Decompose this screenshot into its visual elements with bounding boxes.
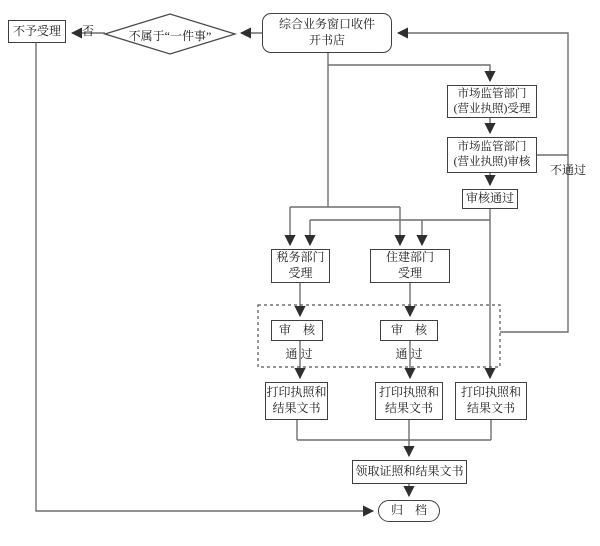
node-review-left-label: 审 核 — [278, 322, 315, 337]
node-archive — [378, 500, 440, 522]
node-print-mid-line2: 结果文书 — [384, 401, 433, 415]
pass-left-label: 通 过 — [285, 347, 313, 361]
node-tax-accept — [271, 249, 330, 283]
node-service-window — [262, 13, 392, 53]
node-print-right-line1: 打印执照和 — [460, 385, 521, 400]
node-receive — [352, 460, 467, 484]
node-market-review-line1: 市场监管部门 — [457, 141, 527, 154]
node-print-right-line2: 结果文书 — [466, 401, 515, 415]
node-service-window-line1: 综合业务窗口收件 — [278, 17, 375, 32]
node-print-right — [455, 382, 527, 420]
node-tax-accept-line2: 受理 — [288, 266, 313, 280]
decision-node-label: 不属于“一件事” — [128, 29, 212, 43]
node-market-accept — [447, 85, 537, 118]
node-housing-accept-line2: 受理 — [397, 266, 422, 280]
node-print-left-line1: 打印执照和 — [266, 385, 327, 400]
node-review-right-label: 审 核 — [390, 322, 427, 337]
pass-right-label: 通 过 — [395, 347, 423, 361]
node-market-review — [447, 137, 537, 173]
node-print-left-line2: 结果文书 — [272, 401, 321, 415]
node-market-accept-line2: (营业执照)受理 — [453, 102, 531, 115]
node-review-pass — [462, 189, 518, 209]
node-review-left — [271, 320, 323, 341]
node-housing-accept — [370, 249, 450, 283]
node-print-mid-line1: 打印执照和 — [378, 385, 439, 400]
node-archive-label: 归 档 — [390, 503, 427, 518]
node-reject — [8, 20, 66, 43]
node-service-window-line2: 开书店 — [308, 33, 345, 47]
node-reject-label: 不予受理 — [12, 23, 61, 38]
node-market-accept-line1: 市场监管部门 — [457, 87, 527, 100]
node-print-mid — [375, 382, 443, 420]
node-review-pass-label: 审核通过 — [465, 191, 514, 206]
node-receive-label: 领取证照和结果文书 — [355, 464, 464, 479]
node-review-right — [380, 320, 438, 341]
not-pass-branch-label: 不通过 — [549, 163, 586, 177]
decision-no-branch-label: 否 — [81, 24, 94, 38]
node-market-review-line2: (营业执照)审核 — [453, 156, 531, 168]
node-tax-accept-line1: 税务部门 — [276, 250, 325, 265]
node-housing-accept-line1: 住建部门 — [385, 250, 434, 265]
node-print-left — [265, 382, 328, 420]
